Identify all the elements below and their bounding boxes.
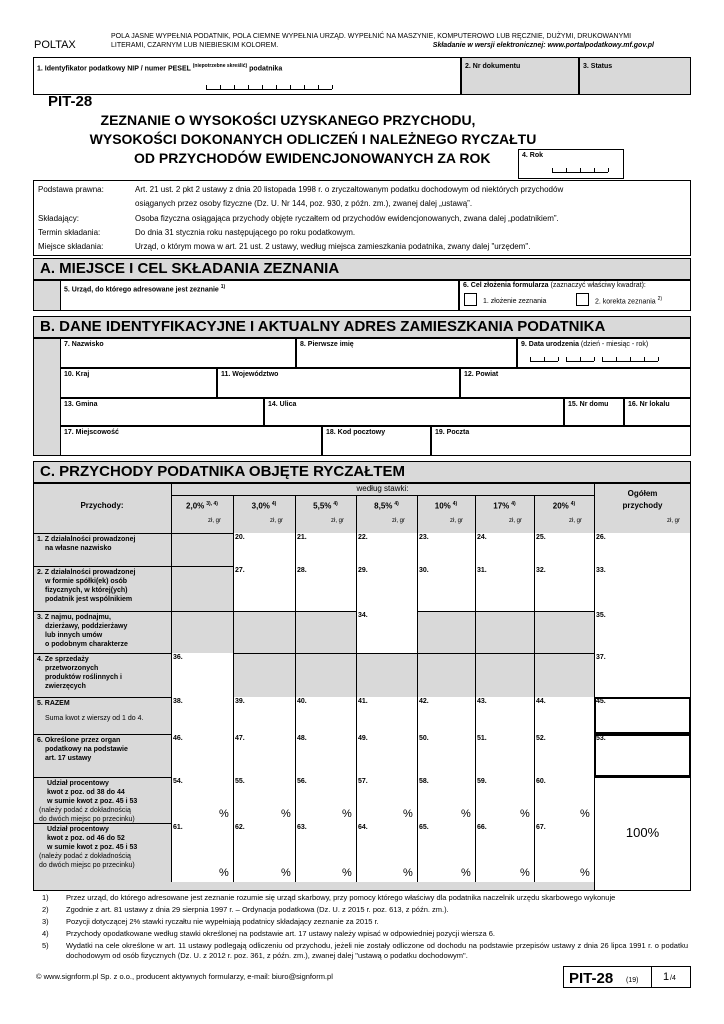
cell-number: 46. [173, 735, 183, 742]
footnote: 2) Zgodnie z art. 81 ustawy z dnia 29 sierpnia 1997 r. – Ordynacja podatkowa (Dz. U. z 2015 r. poz. 613, z późn. zm.). [42, 905, 449, 914]
empty-cell [475, 653, 534, 697]
header-column-line [417, 495, 418, 533]
empty-cell [417, 611, 475, 653]
section-b-title: B. DANE IDENTYFIKACYJNE I AKTUALNY ADRES ZAMIESZKANIA PODATNIKA [33, 316, 691, 338]
basis-text1: Art. 21 ust. 2 pkt 2 ustawy z dnia 20 listopada 1998 r. o zryczałtowanym podatku dochodowym od niektórych przychodów [135, 185, 564, 194]
percent-sign: % [219, 867, 229, 879]
field-15-house-number[interactable] [564, 398, 624, 426]
deadline-label: Termin składania: [38, 228, 101, 237]
footer-form-code: PIT-28 [569, 970, 614, 987]
cell-number: 32. [536, 567, 546, 574]
field-12-county[interactable] [460, 368, 691, 398]
cell-number: 40. [297, 698, 307, 705]
field-15-label: 15. Nr domu [568, 401, 609, 408]
footer-page: 1 [663, 971, 670, 983]
section-c-title: C. PRZYCHODY PODATNIKA OBJĘTE RYCZAŁTEM [33, 461, 691, 483]
field-9-birth-date[interactable] [517, 338, 691, 368]
cell-number: 22. [358, 534, 368, 541]
form-code: PIT-28 [48, 93, 93, 110]
instructions-line1: POLA JASNE WYPEŁNIA PODATNIK, POLA CIEMNE WYPEŁNIA URZĄD. WYPEŁNIĆ NA MASZYNIE, KOMPUTEROWO LUB RĘCZNIE, DUŻYMI, DRUKOWANYMI [111, 33, 632, 40]
cell-number: 62. [235, 824, 245, 831]
cell-number: 29. [358, 567, 368, 574]
field-5-office[interactable] [60, 280, 459, 311]
form-title-line1: ZEZNANIE O WYSOKOŚCI UZYSKANEGO PRZYCHODU, [100, 112, 476, 128]
empty-cell [171, 533, 233, 566]
empty-cell [356, 653, 417, 697]
cell-number: 37. [596, 654, 606, 661]
hundred-percent-value: 100% [625, 825, 660, 840]
field-19-post-office[interactable] [431, 426, 691, 456]
field-3-label: 3. Status [583, 63, 613, 70]
cell-number: 43. [477, 698, 487, 705]
year-digit-boxes [552, 168, 608, 173]
field-6-label: 6. Cel złożenia formularza (zaznaczyć właściwy kwadrat): [463, 282, 646, 289]
amount-cell[interactable] [594, 611, 691, 653]
cell-number: 41. [358, 698, 368, 705]
rate-header: 10% $^{4)}$ [434, 501, 458, 511]
rate-unit: zł, gr [569, 518, 583, 524]
empty-cell [534, 653, 594, 697]
cell-number: 48. [297, 735, 307, 742]
field-2-label: 2. Nr dokumentu [465, 63, 521, 70]
cell-number: 47. [235, 735, 245, 742]
empty-cell [233, 611, 295, 653]
footnote: 5) Wydatki na cele określone w art. 11 ustawy podlegają odliczeniu od przychodu, jeżeli nie zostały odliczone od dochodu na podstawie przepisów ustawy z dnia 26 lipca 1991 r. o podatku dochodowym od osób fizycznych (Dz. U. z 2012 r. poz. 361, z późn. zm.), zwanej dalej "ustawą o podatku dochodowym". [42, 941, 688, 960]
cell-number: 56. [297, 778, 307, 785]
cell-number: 39. [235, 698, 245, 705]
electronic-note: Składanie w wersji elektronicznej: www.portalpodatkowy.mf.gov.pl [432, 42, 654, 49]
field-4-label: 4. Rok [522, 152, 544, 159]
cell-number: 67. [536, 824, 546, 831]
empty-cell [475, 611, 534, 653]
header-column-line [295, 495, 296, 533]
footer-pages: /4 [670, 975, 676, 982]
row-label: Udział procentowy kwot z poz. od 46 do 52 w sumie kwot z poz. 45 i 53 (należy podać z dokładnością do dwóch miejsc po przecinku) [39, 826, 138, 869]
cell-number: 42. [419, 698, 429, 705]
footnote: 1) Przez urząd, do którego adresowane jest zeznanie rozumie się urząd skarbowy, przy pomocy którego właściwy dla podatnika naczelnik urzędu skarbowego wykonuje [42, 893, 616, 902]
field-2-doc-number [461, 57, 579, 95]
field-16-label: 16. Nr lokalu [628, 401, 670, 408]
cell-number: 44. [536, 698, 546, 705]
rate-unit: zł, gr [270, 518, 284, 524]
cell-number: 64. [358, 824, 368, 831]
percent-sign: % [281, 808, 291, 820]
row-label: 3. Z najmu, podnajmu, dzierżawy, poddzierżawy lub innych umów o podobnym charakterze [37, 614, 128, 648]
cell-number: 66. [477, 824, 487, 831]
percent-sign: % [342, 867, 352, 879]
empty-cell [417, 653, 475, 697]
field-17-label: 17. Miejscowość [64, 429, 119, 436]
field-3-status [579, 57, 691, 95]
field-5-label: 5. Urząd, do którego adresowane jest zeznanie $^{1)}$ [64, 284, 226, 294]
cell-number: 34. [358, 612, 368, 619]
field-17-city[interactable] [60, 426, 322, 456]
field-8-first-name[interactable] [296, 338, 517, 368]
cell-number: 30. [419, 567, 429, 574]
field-11-voivodeship[interactable] [217, 368, 460, 398]
field-14-label: 14. Ulica [268, 401, 297, 408]
filer-label: Składający: [38, 214, 79, 223]
field-13-municipality[interactable] [60, 398, 264, 426]
empty-cell [534, 611, 594, 653]
field-14-street[interactable] [264, 398, 564, 426]
field-12-label: 12. Powiat [464, 371, 499, 378]
cell-number: 27. [235, 567, 245, 574]
empty-cell [171, 611, 233, 653]
field-13-label: 13. Gmina [64, 401, 98, 408]
empty-cell [295, 611, 356, 653]
row-label: 5. RAZEM Suma kwot z wierszy od 1 do 4. [37, 700, 144, 722]
cell-number: 38. [173, 698, 183, 705]
percent-sign: % [520, 808, 530, 820]
header-column-line [475, 495, 476, 533]
cell-number: 24. [477, 534, 487, 541]
rate-header: 5,5% $^{4)}$ [313, 501, 338, 511]
income-table [33, 483, 691, 891]
by-rate-label: według stawki: [356, 484, 409, 493]
cell-number: 33. [596, 567, 606, 574]
instructions-line2: LITERAMI, CZARNYM LUB NIEBIESKIM KOLOREM. [111, 42, 279, 49]
total-highlight [594, 697, 691, 734]
birth-year-boxes [602, 357, 658, 362]
percent-sign: % [461, 808, 471, 820]
field-4-year[interactable] [518, 149, 624, 179]
rate-header: 8,5% $^{4)}$ [374, 501, 399, 511]
form-title-line2: WYSOKOŚCI DOKONANYCH ODLICZEŃ I NALEŻNEGO RYCZAŁTU [89, 131, 537, 147]
rate-header: 17% $^{4)}$ [493, 501, 516, 511]
form-title-line3: OD PRZYCHODÓW EWIDENCJONOWANYCH ZA ROK [134, 150, 491, 166]
field-19-label: 19. Poczta [435, 429, 470, 436]
empty-cell [233, 653, 295, 697]
field-11-label: 11. Województwo [221, 371, 279, 378]
cell-number: 35. [596, 612, 606, 619]
footnote: 4) Przychody opodatkowane według stawki określonej na podstawie art. 17 ustawy należy wpisać w odpowiedniej pozycji wiersza 6. [42, 929, 495, 938]
cell-number: 59. [477, 778, 487, 785]
total-unit: zł, gr [667, 518, 681, 524]
field-8-label: 8. Pierwsze imię [300, 341, 354, 348]
income-column-header: Przychody: [80, 501, 124, 510]
header-divider [171, 495, 594, 496]
copyright: © www.signform.pl Sp. z o.o., producent aktywnych formularzy, e-mail: biuro@signform.pl [36, 972, 333, 981]
cell-number: 31. [477, 567, 487, 574]
cell-number: 61. [173, 824, 183, 831]
checkbox-correction[interactable] [576, 293, 589, 306]
rate-unit: zł, gr [392, 518, 406, 524]
place-text: Urząd, o którym mowa w art. 21 ust. 2 ustawy, według miejsca zamieszkania podatnika, zwany dalej "urzędem". [135, 242, 531, 251]
cell-number: 23. [419, 534, 429, 541]
footnotes [42, 893, 688, 960]
birth-day-boxes [530, 357, 558, 362]
total-highlight [594, 734, 691, 777]
cell-number: 21. [297, 534, 307, 541]
rate-header: 2,0% $^{3), 4)}$ [186, 501, 218, 511]
header-column-line [233, 495, 234, 533]
birth-month-boxes [566, 357, 594, 362]
cell-number: 25. [536, 534, 546, 541]
cell-number: 58. [419, 778, 429, 785]
amount-cell[interactable] [594, 653, 691, 697]
brand-label: POLTAX [34, 39, 76, 51]
percent-sign: % [580, 808, 590, 820]
cell-number: 57. [358, 778, 368, 785]
section-a-title: A. MIEJSCE I CEL SKŁADANIA ZEZNANIA [33, 258, 691, 280]
field-18-postal-code[interactable] [322, 426, 431, 456]
checkbox-correction-label: 2. korekta zeznania $^{2)}$ [595, 296, 663, 306]
filer-text: Osoba fizyczna osiągająca przychody objęte ryczałtem od przychodów ewidencjonowanych, zwana dalej „podatnikiem”. [135, 214, 559, 223]
field-18-label: 18. Kod pocztowy [326, 429, 386, 436]
field-9-label: 9. Data urodzenia (dzień - miesiąc - rok) [521, 341, 649, 348]
basis-text2: osiąganych przez osoby fizyczne (Dz. U. Nr 144, poz. 930, z późn. zm.), zwanej dalej „ustawą”. [135, 199, 473, 208]
row-label: 6. Określone przez organ podatkowy na podstawie art. 17 ustawy [37, 737, 128, 762]
header-column-line [594, 483, 595, 533]
rate-unit: zł, gr [208, 518, 222, 524]
cell-number: 28. [297, 567, 307, 574]
percent-sign: % [403, 867, 413, 879]
field-1-nip[interactable] [33, 57, 461, 95]
field-7-surname[interactable] [60, 338, 296, 368]
row-label: 1. Z działalności prowadzonej na własne nazwisko [37, 536, 136, 552]
rate-header: 20% $^{4)}$ [552, 501, 576, 511]
cell-number: 52. [536, 735, 546, 742]
footer-version: (19) [626, 977, 639, 984]
percent-sign: % [219, 808, 229, 820]
amount-cell[interactable] [594, 533, 691, 566]
checkbox-filing[interactable] [464, 293, 477, 306]
field-16-apartment-number[interactable] [624, 398, 691, 426]
total-header-line1: Ogółem [627, 489, 658, 498]
deadline-text: Do dnia 31 stycznia roku następującego po roku podatkowym. [135, 228, 356, 237]
row-label: Udział procentowy kwot z poz. od 38 do 44 w sumie kwot z poz. 45 i 53 (należy podać z dokładnością do dwóch miejsc po przecinku) [39, 780, 138, 823]
cell-number: 60. [536, 778, 546, 785]
basis-label: Podstawa prawna: [38, 185, 104, 194]
checkbox-filing-label: 1. złożenie zeznania [483, 298, 547, 305]
percent-sign: % [403, 808, 413, 820]
footer-form-code-box [563, 966, 691, 988]
cell-number: 55. [235, 778, 245, 785]
rate-unit: zł, gr [331, 518, 345, 524]
row-label: 4. Ze sprzedaży przetworzonych produktów roślinnych i zwierzęcych [37, 656, 123, 690]
cell-number: 49. [358, 735, 368, 742]
row-label: 2. Z działalności prowadzonej w formie spółki(ek) osób fizycznych, w której(ych) podatnik jest wspólnikiem [37, 569, 136, 603]
cell-number: 54. [173, 778, 183, 785]
empty-cell [171, 566, 233, 611]
percent-sign: % [520, 867, 530, 879]
cell-number: 50. [419, 735, 429, 742]
field-10-label: 10. Kraj [64, 371, 90, 378]
header-column-line [356, 495, 357, 533]
percent-sign: % [342, 808, 352, 820]
cell-number: 53. [596, 735, 606, 742]
cell-number: 51. [477, 735, 487, 742]
place-label: Miejsce składania: [38, 242, 104, 251]
header-column-line [171, 483, 172, 533]
nip-digit-boxes [206, 85, 332, 90]
field-1-label: 1. Identyfikator podatkowy NIP / numer PESEL $^{(niepotrzebne skreślić)}$ podatnika [37, 63, 283, 73]
rate-header: 3,0% $^{4)}$ [251, 501, 277, 511]
percent-sign: % [580, 867, 590, 879]
field-10-country[interactable] [60, 368, 217, 398]
cell-number: 36. [173, 654, 183, 661]
header-column-line [534, 495, 535, 533]
footnote: 3) Pozycji dotyczącej 2% stawki ryczałtu nie wypełniają podatnicy składający zeznanie za 2015 r. [42, 917, 379, 926]
field-7-label: 7. Nazwisko [64, 341, 104, 348]
cell-number: 45. [596, 698, 606, 705]
cell-number: 20. [235, 534, 245, 541]
percent-sign: % [461, 867, 471, 879]
cell-number: 63. [297, 824, 307, 831]
cell-number: 65. [419, 824, 429, 831]
percent-sign: % [281, 867, 291, 879]
total-header-line2: przychody [622, 501, 663, 510]
rate-unit: zł, gr [450, 518, 464, 524]
cell-number: 26. [596, 534, 606, 541]
empty-cell [295, 653, 356, 697]
amount-cell[interactable] [594, 566, 691, 611]
rate-unit: zł, gr [509, 518, 523, 524]
